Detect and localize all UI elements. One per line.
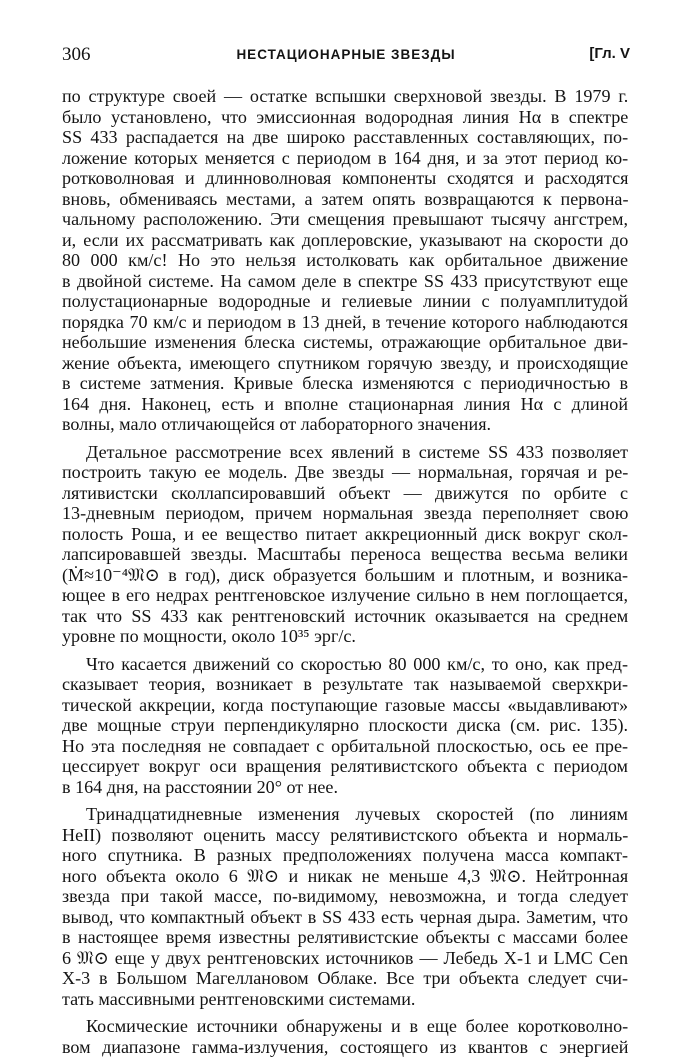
text-line: в двойной системе. На самом деле в спектре SS 433 присутствуют еще: [62, 271, 628, 292]
text-line: ного спутника. В разных предположениях получена масса компакт-: [62, 845, 628, 866]
body-text: [62, 86, 628, 1057]
text-line: (Ṁ≈10⁻⁴𝔐⊙ в год), диск образуется большим и плотным, и возника-: [62, 565, 628, 586]
text-line: вывод, что компактный объект в SS 433 есть черная дыра. Заметим, что: [62, 907, 628, 928]
text-line: полость Роша, и ее вещество питает аккреционный диск вокруг скол-: [62, 524, 628, 545]
text-line: вом диапазоне гамма-излучения, состоящего из квантов с энергией: [62, 1037, 628, 1057]
text-line: в настоящее время известны релятивистские объекты с массами более: [62, 927, 628, 948]
text-line: уровне по мощности, около 10³⁵ эрг/с.: [62, 626, 628, 647]
text-line: Детальное рассмотрение всех явлений в системе SS 433 позволяет: [62, 442, 628, 463]
text-line: чальному расположению. Эти смещения превышают тысячу ангстрем,: [62, 209, 628, 230]
text-line: ротковолновая и длинноволновая компоненты сходятся и расходятся: [62, 168, 628, 189]
text-line: Тринадцатидневные изменения лучевых скоростей (по линиям: [62, 804, 628, 825]
text-line: полустационарные водородные и гелиевые линии с полуамплитудой: [62, 291, 628, 312]
text-line: цессирует вокруг оси вращения релятивистского объекта с периодом: [62, 756, 628, 777]
text-line: сказывает теория, возникает в результате так называемой сверхкри-: [62, 674, 628, 695]
text-line: 13-дневным периодом, причем нормальная звезда переполняет свою: [62, 503, 628, 524]
page-number: 306: [62, 44, 91, 66]
text-line: Но эта последняя не совпадает с орбитальной плоскостью, ось ее пре-: [62, 736, 628, 757]
text-line: по структуре своей — остатке вспышки сверхновой звезды. В 1979 г.: [62, 86, 628, 107]
text-line: лапсировавшей звезды. Масштабы переноса вещества весьма велики: [62, 544, 628, 565]
text-line: порядка 70 км/с и периодом в 13 дней, в течение которого наблюдаются: [62, 312, 628, 333]
chapter-label: [Гл. V: [589, 45, 630, 62]
text-line: ного объекта около 6 𝔐⊙ и никак не меньше 4,3 𝔐⊙. Нейтронная: [62, 866, 628, 887]
text-line: тической аккреции, когда поступающие газовые массы «выдавливают»: [62, 695, 628, 716]
text-line: вновь, обмениваясь местами, а затем опять возвращаются к первона-: [62, 189, 628, 210]
text-line: ющее в его недрах рентгеновское излучение сильно в нем поглощается,: [62, 585, 628, 606]
text-line: X-3 в Большом Магеллановом Облаке. Все три объекта следует счи-: [62, 968, 628, 989]
paragraph-4: [62, 804, 628, 1009]
text-line: 164 дня. Наконец, есть и вполне стационарная линия Hα с длиной: [62, 394, 628, 415]
paragraph-2: [62, 442, 628, 647]
text-line: небольшие изменения блеска системы, отражающие орбитальное дви-: [62, 332, 628, 353]
text-line: волны, мало отличающейся от лабораторного значения.: [62, 414, 628, 435]
text-line: было установлено, что эмиссионная водородная линия Hα в спектре: [62, 107, 628, 128]
text-line: тать массивными рентгеновскими системами.: [62, 989, 628, 1010]
text-line: и, если их рассматривать как доплеровские, указывают на скорости до: [62, 230, 628, 251]
paragraph-5: [62, 1016, 628, 1057]
text-line: жение объекта, имеющего спутником горячую звезду, и происходящие: [62, 353, 628, 374]
text-line: лятивистски сколлапсировавший объект — движутся по орбите с: [62, 483, 628, 504]
text-line: Что касается движений со скоростью 80 000 км/с, то оно, как пред-: [62, 654, 628, 675]
text-line: так что SS 433 как рентгеновский источник оказывается на среднем: [62, 606, 628, 627]
text-line: в 164 дня, на расстоянии 20° от нее.: [62, 777, 628, 798]
text-line: в системе затмения. Кривые блеска изменяются с периодичностью в: [62, 373, 628, 394]
text-line: 6 𝔐⊙ еще у двух рентгеновских источников — Лебедь X-1 и LMC Cen: [62, 948, 628, 969]
text-line: HeII) позволяют оценить массу релятивистского объекта и нормаль-: [62, 825, 628, 846]
running-title: НЕСТАЦИОНАРНЫЕ ЗВЕЗДЫ: [62, 47, 630, 62]
text-line: две мощные струи перпендикулярно плоскости диска (см. рис. 135).: [62, 715, 628, 736]
text-line: 80 000 км/с! Но это нельзя истолковать как орбитальное движение: [62, 250, 628, 271]
text-line: Космические источники обнаружены и в еще более коротковолно-: [62, 1016, 628, 1037]
paragraph-1: [62, 86, 628, 435]
text-line: SS 433 распадается на две широко расставленных составляющих, по-: [62, 127, 628, 148]
running-header: [62, 44, 630, 72]
text-line: звезда при такой массе, по-видимому, невозможна, и тогда следует: [62, 886, 628, 907]
paragraph-3: [62, 654, 628, 798]
text-line: построить такую ее модель. Две звезды — нормальная, горячая и ре-: [62, 462, 628, 483]
text-line: ложение которых меняется с периодом в 164 дня, и за этот период ко-: [62, 148, 628, 169]
